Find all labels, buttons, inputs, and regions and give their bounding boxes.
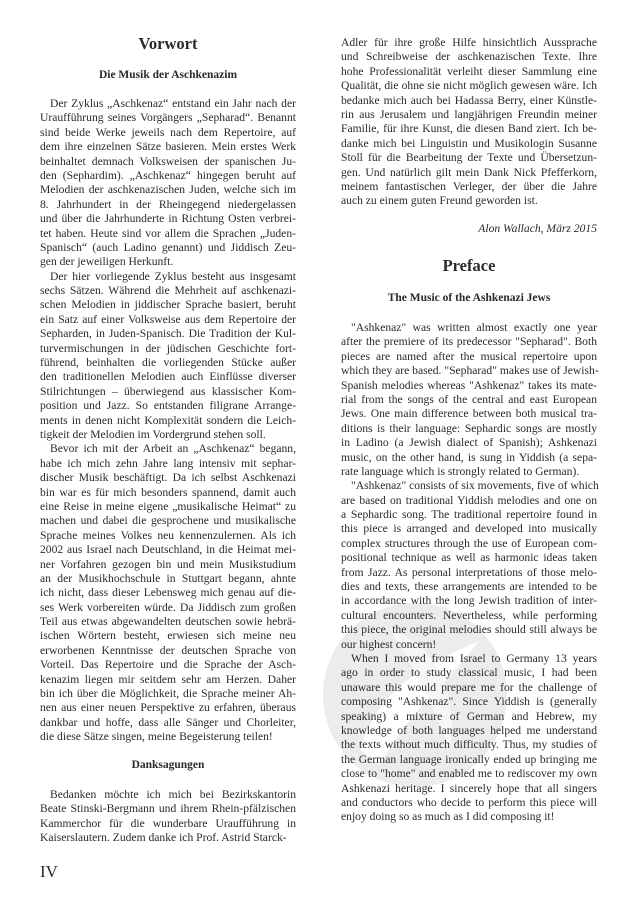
text-line: the texts without much difficulty. Thus, my studies of — [341, 738, 597, 752]
text-line: und über die Jahrhunderte in Richtung Osten verbrei- — [40, 212, 296, 226]
text-line: auch zu einem guten Freund geworden ist. — [341, 194, 538, 208]
paragraph — [341, 479, 597, 652]
text-line: positional technique as well as harmonic ideas taken — [341, 551, 597, 565]
text-line: enjoy doing so as much as I did composing it! — [341, 810, 555, 824]
text-line: pieces are named after the musical repertoire upon — [341, 349, 597, 363]
text-line: erworbenen Kenntnisse der deutschen Sprache von — [40, 643, 296, 657]
text-line: bedanke mich auch bei Hadassa Berry, einer Künstle- — [341, 93, 597, 107]
text-line: danke mich bei Linguistin und Musikologin Susanne — [341, 136, 597, 150]
paragraph — [40, 270, 296, 443]
text-line: unaware this would prepare me for the challenge of — [341, 680, 597, 694]
text-line: Bedanken möchte ich mich bei Bezirkskantorin — [50, 788, 296, 801]
thanks-continuation — [341, 36, 597, 209]
text-line: ses Werk vorbereiten würde. Da Jiddisch zum großen — [40, 600, 296, 614]
text-line: and conductors who decide to perform this piece will — [341, 795, 597, 809]
text-line: after the premiere of its predecessor "Sepharad". Both — [341, 335, 597, 349]
text-line: Bevor ich mit der Arbeit an „Aschkenaz“ begann, — [50, 442, 296, 456]
text-line: ich nicht, dass dieser Lebensweg mich genau auf die- — [40, 586, 296, 600]
text-line: Spanish melodies whereas "Ashkenaz" takes its mate- — [341, 378, 597, 392]
subtitle-german: Die Musik der Aschkenazim — [98, 69, 238, 81]
text-line: Der Zyklus „Aschkenaz“ entstand ein Jahr nach der — [50, 97, 296, 110]
text-line: rin aus Jerusalem und langjährigen Freundin meiner — [341, 107, 597, 121]
text-line: in Ladino (a Jewish dialect of Spanish); Ashkenazi — [341, 436, 597, 450]
text-line: Qualität, die ohne sie nicht möglich gewesen wäre. Ich — [341, 79, 597, 93]
text-line: in accordance with the long Jewish tradition of inter- — [341, 594, 597, 608]
text-line: Beate Stinski-Bergmann und ihrem Rhein-pfälzischen — [40, 802, 296, 816]
text-line: our highest concern! — [341, 637, 437, 651]
text-line: Spanisch“ (auch Ladino genannt) und Jiddisch Zeu- — [40, 240, 296, 254]
text-line: meinem fantastischen Verleger, der über die Jahre — [341, 179, 597, 193]
text-line: den (Sephardim). „Aschkenaz“ hingegen beruht auf — [40, 168, 296, 182]
text-line: ischen Wörtern besteht, erwiesen sich meine neu — [40, 629, 296, 643]
text-line: Stoll für die Bearbeitung der Texte und Übersetzun- — [341, 151, 597, 165]
page-title-vorwort: Vorwort — [138, 34, 198, 53]
text-line: complex structures through the use of European com- — [341, 536, 597, 550]
text-line: ago in order to study classical music, I had been — [341, 666, 597, 680]
text-line: Adler für ihre große Hilfe hinsichtlich Aussprache — [341, 36, 597, 49]
text-line: music, on the other hand, is sung in Yiddish (a sepa- — [341, 450, 597, 464]
text-line: beinhaltet demnach Volksweisen der spanischen Ju- — [40, 154, 296, 168]
text-line: Teil aus etwas abgewandelten deutschen sowie hebrä- — [40, 615, 296, 629]
text-line: position und Jazz. So entstanden filigrane Arrange- — [40, 399, 296, 413]
text-line: from Jazz. As personal interpretations of those melo- — [341, 565, 597, 579]
text-line: Sprache meines Volkes neu kennenzulernen. Als ich — [40, 528, 296, 542]
text-line: discher Musik beschäftigt. Da ich selbst Aschkenazi — [40, 471, 296, 485]
text-line: Uraufführung seines Vorgängers „Sepharad“. Benannt — [40, 111, 296, 125]
page-title-preface: Preface — [442, 256, 496, 275]
text-line: Ashkenazi heritage. I sincerely hope that all singers — [341, 781, 597, 795]
text-line: hohe Professionalität verleiht dieser Sammlung eine — [341, 64, 597, 78]
paragraph — [40, 97, 296, 270]
page-number: IV — [40, 862, 58, 881]
text-line: gen der jeweiligen Herkunft. — [40, 255, 174, 269]
paragraph — [341, 321, 597, 479]
text-line: bin ich über die Möglichkeit, die Sprache meiner Ah- — [40, 687, 296, 701]
text-line: habe ich mich zehn Jahre lang intensiv mit sephar- — [40, 456, 296, 470]
text-line: ments in denen nicht Komplexität sondern die Leich- — [40, 413, 296, 427]
text-line: dem ihre einzelnen Sätze basieren. Mein erstes Werk — [40, 140, 296, 154]
text-line: dies and texts, these arrangements are intended to be — [341, 580, 597, 594]
text-line: Kaiserslautern. Zudem danke ich Prof. Astrid Starck- — [40, 831, 287, 845]
english-body — [341, 321, 597, 825]
text-line: Kammerchor für die wunderbare Uraufführung in — [40, 816, 296, 830]
text-line: Vorteil. Das Repertoire und die Sprache der Asch- — [40, 658, 296, 672]
text-line: knowledge of both languages helped me understand — [341, 723, 597, 737]
text-line: Melodien der aschkenazischen Juden, welche sich im — [40, 183, 296, 197]
text-line: Jews. One main difference between both musical tra- — [341, 407, 597, 421]
text-line: an der Musikhochschule in Stuttgart begann, ahnte — [40, 571, 296, 585]
text-line: rate language which is strongly related to German). — [341, 464, 580, 478]
text-line: Sepharden, in Juden-Spanisch. Die Tradition der Kul- — [40, 327, 296, 341]
subtitle-english: The Music of the Ashkenazi Jews — [387, 292, 551, 304]
text-line: Stilrichtungen – überwiegend aus klassischer Kom- — [40, 384, 296, 398]
text-line: führend, beinhalten die vorliegenden Stücke außer — [40, 356, 296, 370]
paragraph — [341, 36, 597, 209]
text-line: this piece, the original melodies should still always be — [341, 623, 597, 637]
text-line: die diese Sätze singen, meine Begeisterung teilen! — [40, 730, 273, 744]
text-line: are based on traditional Yiddish melodies and one on — [341, 493, 597, 507]
text-line: rial from the songs of the central and east European — [341, 392, 597, 406]
text-line: ner Vorfahren gezogen bin und mein Musikstudium — [40, 557, 296, 571]
text-line: a Sephardic song. The traditional repertoire found in — [341, 508, 597, 522]
signature: Alon Wallach, März 2015 — [478, 222, 597, 235]
text-line: 8. Jahrhundert in der Rheingegend niedergelassen — [40, 197, 296, 211]
text-line: this piece is arranged and developed into musically — [341, 522, 597, 536]
text-line: ditions is their language: Sephardic songs are mostly — [341, 421, 597, 435]
text-line: und Schreibweise der aschkenazischen Texte. Ihre — [341, 50, 597, 64]
text-line: machen und dabei die gesprochene und musikalische — [40, 514, 296, 528]
text-line: "Ashkenaz" was written almost exactly one year — [351, 321, 597, 334]
text-line: tigkeit der Melodien im Vordergrund stehen soll. — [40, 427, 266, 441]
text-line: kenazim liegen mir seitdem sehr am Herzen. Daher — [40, 672, 296, 686]
text-line: sind beide Werke jeweils nach dem Repertoire, auf — [40, 125, 296, 139]
text-line: When I moved from Israel to Germany 13 years — [351, 651, 597, 665]
text-line: speaking) a mixture of German and Hebrew, my — [341, 709, 597, 723]
paragraph — [40, 788, 296, 846]
text-line: turvermischungen in der jüdischen Geschichte fort- — [40, 341, 296, 355]
thanks-heading: Danksagungen — [131, 759, 205, 771]
text-line: den traditionellen Melodien auch Einflüsse diverser — [40, 370, 296, 384]
text-line: nen aus einer neuen Perspektive zu erfahren, überaus — [40, 701, 296, 715]
text-line: composing "Ashkenaz". Since Yiddish is (generally — [341, 695, 597, 709]
text-line: ein Satz auf einer Volksweise aus dem Repertoire der — [40, 312, 296, 326]
text-line: gen. Und natürlich gilt mein Dank Nick Pfefferkorn, — [341, 165, 597, 179]
text-line: Familie, für ihre Kunst, die diesen Band ziert. Ich be- — [341, 122, 597, 136]
paragraph — [40, 442, 296, 744]
thanks-body — [40, 788, 296, 846]
text-line: "Ashkenaz" consists of six movements, five of which — [351, 479, 599, 493]
text-line: eine Reise in meine eigene „musikalische Heimat“ zu — [40, 499, 296, 513]
text-line: tet haben. Heute sind vor allem die Sprachen „Juden- — [40, 226, 296, 240]
text-line: close to "home" and enabled me to rediscover my own — [341, 767, 597, 781]
text-line: 2002 aus Israel nach Deutschland, in die Heimat mei- — [40, 543, 296, 557]
text-line: which they are based. "Sepharad" makes use of Jewish- — [341, 364, 599, 378]
text-line: Der hier vorliegende Zyklus besteht aus insgesamt — [50, 269, 296, 283]
text-line: cultural encounters. Nevertheless, while performing — [341, 608, 597, 622]
text-line: schen Melodien in jiddischer Sprache basiert, beruht — [40, 298, 296, 312]
paragraph — [341, 652, 597, 825]
german-body — [40, 97, 296, 745]
text-line: the German language ironically ended up bringing me — [341, 752, 597, 766]
text-line: sechs Sätzen. Während die Mehrheit auf aschkenazi- — [40, 284, 296, 298]
text-line: dankbar und hoffe, dass alle Sänger und Chorleiter, — [40, 715, 296, 729]
text-line: bin war es für mich besonders spannend, damit auch — [40, 485, 296, 499]
